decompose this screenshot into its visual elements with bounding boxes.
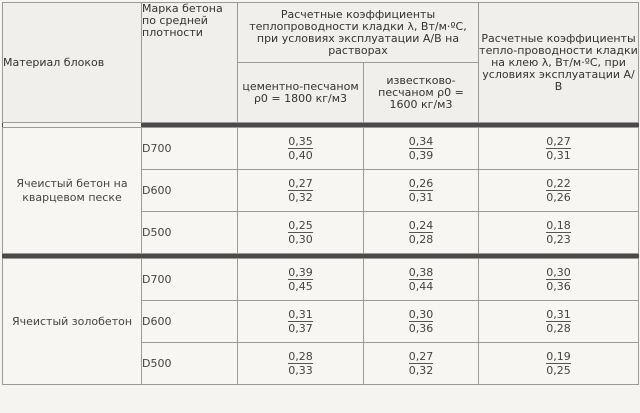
lime-value: $\frac{0,27}{0,32}$ (364, 343, 479, 385)
grade-cell: D600 (142, 301, 238, 343)
header-lime: известково-песчаном ρ0 = 1600 кг/м3 (364, 63, 479, 123)
grade-cell: D600 (142, 170, 238, 212)
cement-value: $\frac{0,28}{0,33}$ (238, 343, 364, 385)
material-cell: Ячеистый бетон на кварцевом песке (3, 128, 142, 254)
cement-value: $\frac{0,31}{0,37}$ (238, 301, 364, 343)
lime-value: $\frac{0,30}{0,36}$ (364, 301, 479, 343)
cement-value: $\frac{0,25}{0,30}$ (238, 212, 364, 254)
grade-cell: D500 (142, 343, 238, 385)
cement-value: $\frac{0,39}{0,45}$ (238, 259, 364, 301)
glue-value: $\frac{0,31}{0,28}$ (479, 301, 639, 343)
glue-value: $\frac{0,30}{0,36}$ (479, 259, 639, 301)
glue-value: $\frac{0,22}{0,26}$ (479, 170, 639, 212)
lime-value: $\frac{0,24}{0,28}$ (364, 212, 479, 254)
lime-value: $\frac{0,38}{0,44}$ (364, 259, 479, 301)
cement-value: $\frac{0,35}{0,40}$ (238, 128, 364, 170)
glue-value: $\frac{0,18}{0,23}$ (479, 212, 639, 254)
table-row (3, 128, 639, 170)
lime-value: $\frac{0,26}{0,31}$ (364, 170, 479, 212)
grade-cell: D700 (142, 259, 238, 301)
cement-value: $\frac{0,27}{0,32}$ (238, 170, 364, 212)
grade-cell: D500 (142, 212, 238, 254)
grade-cell: D700 (142, 128, 238, 170)
header-mortar-group: Расчетные коэффициенты теплопроводности кладки λ, Вт/м·ºС, при условиях эксплуатации А/В на растворах (238, 3, 479, 63)
thermal-conductivity-table (2, 2, 639, 385)
header-glue: Расчетные коэффициенты тепло-проводности кладки на клею λ, Вт/м·ºС, при условиях эксплуатации А/В (479, 3, 639, 123)
header-material: Материал блоков (3, 3, 142, 123)
glue-value: $\frac{0,19}{0,25}$ (479, 343, 639, 385)
header-cement: цементно-песчаном ρ0 = 1800 кг/м3 (238, 63, 364, 123)
glue-value: $\frac{0,27}{0,31}$ (479, 128, 639, 170)
lime-value: $\frac{0,34}{0,39}$ (364, 128, 479, 170)
header-grade: Марка бетона по средней плотности (142, 3, 238, 123)
table-row (3, 259, 639, 301)
material-cell: Ячеистый золобетон (3, 259, 142, 385)
